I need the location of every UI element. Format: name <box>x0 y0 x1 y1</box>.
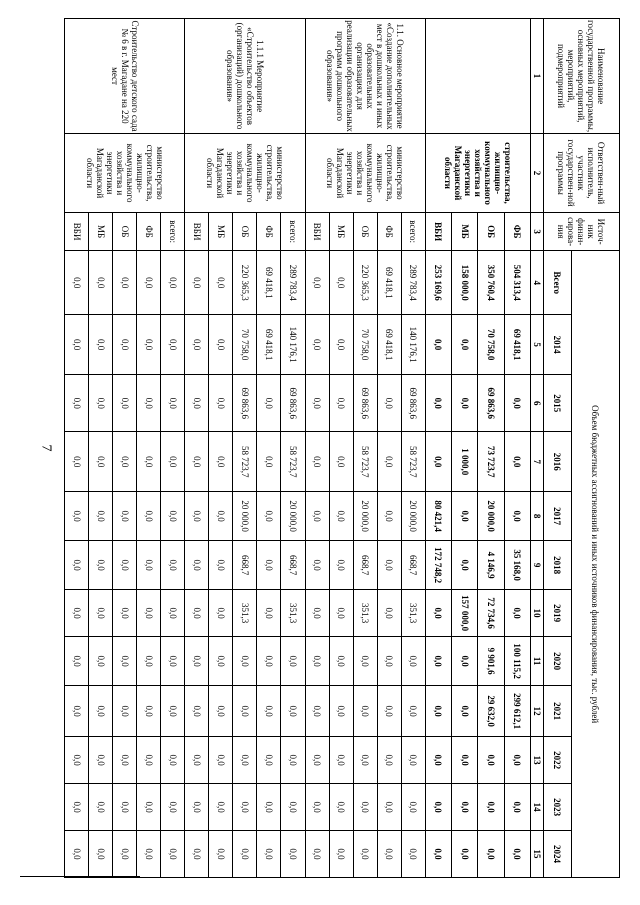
year-header: 2017 <box>544 492 572 541</box>
value-cell: 0,0 <box>257 831 281 878</box>
value-cell: 0,0 <box>401 686 425 737</box>
value-cell: 0,0 <box>137 686 161 737</box>
value-cell: 0,0 <box>65 432 89 492</box>
table-row <box>504 19 530 878</box>
value-cell: 0,0 <box>161 590 185 637</box>
value-cell: 0,0 <box>113 590 137 637</box>
year-header: 2024 <box>544 831 572 878</box>
value-cell: 69 863,6 <box>281 374 305 432</box>
year-header: 2021 <box>544 686 572 737</box>
value-cell: 0,0 <box>209 315 233 375</box>
value-cell: 0,0 <box>137 737 161 784</box>
value-cell: 0,0 <box>209 831 233 878</box>
footnote-divider <box>20 876 140 877</box>
value-cell: 0,0 <box>89 374 113 432</box>
value-cell: 0,0 <box>425 784 451 831</box>
value-cell: 0,0 <box>209 432 233 492</box>
value-cell: 0,0 <box>305 374 329 432</box>
value-cell: 0,0 <box>113 784 137 831</box>
value-cell: 0,0 <box>209 686 233 737</box>
value-cell: 0,0 <box>353 637 377 686</box>
year-header: 2014 <box>544 315 572 375</box>
row-source: ФБ <box>504 212 530 250</box>
value-cell: 0,0 <box>65 831 89 878</box>
value-cell: 0,0 <box>377 686 401 737</box>
value-cell: 0,0 <box>161 432 185 492</box>
value-cell: 0,0 <box>209 784 233 831</box>
rotated-table-container <box>64 18 620 878</box>
value-cell: 0,0 <box>161 831 185 878</box>
value-cell: 0,0 <box>65 590 89 637</box>
row-responsible: министерство строительства, жилищно-коммунального хозяйства и энергетики Магаданской области <box>65 134 185 213</box>
value-cell: 0,0 <box>161 637 185 686</box>
row-source: ВБИ <box>65 212 89 250</box>
value-cell: 0,0 <box>185 737 209 784</box>
value-cell: 58 723,7 <box>401 432 425 492</box>
value-cell: 20 000,0 <box>478 492 504 541</box>
value-cell: 0,0 <box>113 374 137 432</box>
value-cell: 70 758,0 <box>353 315 377 375</box>
value-cell: 0,0 <box>504 831 530 878</box>
value-cell: 0,0 <box>504 492 530 541</box>
value-cell: 0,0 <box>185 686 209 737</box>
header-source: Источ-ник финан-сирова-ния <box>544 212 620 250</box>
row-name: 1.1. Основное мероприятие «Создание дополнительных мест в дошкольных и иных образовательных организациях для реализации образовательных программ дошкольного образования» <box>305 19 425 134</box>
value-cell: 0,0 <box>161 374 185 432</box>
value-cell: 0,0 <box>65 492 89 541</box>
value-cell: 0,0 <box>425 590 451 637</box>
value-cell: 0,0 <box>185 590 209 637</box>
value-cell: 0,0 <box>137 831 161 878</box>
value-cell: 0,0 <box>89 831 113 878</box>
value-cell: 0,0 <box>329 541 353 590</box>
value-cell: 0,0 <box>305 784 329 831</box>
year-header: 2015 <box>544 374 572 432</box>
value-cell: 0,0 <box>233 784 257 831</box>
page-number: 7 <box>38 444 54 452</box>
value-cell: 504 313,4 <box>504 251 530 315</box>
value-cell: 0,0 <box>329 590 353 637</box>
value-cell: 0,0 <box>377 831 401 878</box>
column-number: 15 <box>531 831 544 878</box>
value-cell: 0,0 <box>329 686 353 737</box>
value-cell: 0,0 <box>161 737 185 784</box>
value-cell: 0,0 <box>425 637 451 686</box>
value-cell: 668,7 <box>233 541 257 590</box>
value-cell: 0,0 <box>113 541 137 590</box>
value-cell: 0,0 <box>257 541 281 590</box>
value-cell: 289 783,4 <box>281 251 305 315</box>
value-cell: 0,0 <box>401 831 425 878</box>
value-cell: 0,0 <box>425 374 451 432</box>
value-cell: 0,0 <box>209 541 233 590</box>
value-cell: 58 723,7 <box>233 432 257 492</box>
value-cell: 0,0 <box>452 831 478 878</box>
year-header: 2022 <box>544 737 572 784</box>
column-number: 9 <box>531 541 544 590</box>
value-cell: 0,0 <box>478 831 504 878</box>
value-cell: 0,0 <box>305 831 329 878</box>
value-cell: 4 146,9 <box>478 541 504 590</box>
value-cell: 0,0 <box>161 784 185 831</box>
value-cell: 0,0 <box>65 784 89 831</box>
value-cell: 0,0 <box>452 784 478 831</box>
value-cell: 0,0 <box>257 374 281 432</box>
value-cell: 0,0 <box>353 686 377 737</box>
value-cell: 69 418,1 <box>504 315 530 375</box>
year-header: 2020 <box>544 637 572 686</box>
value-cell: 0,0 <box>185 637 209 686</box>
value-cell: 0,0 <box>425 831 451 878</box>
row-responsible: строительства, жилищно-коммунального хозяйства и энергетики Магаданской области <box>425 134 530 213</box>
value-cell: 0,0 <box>401 637 425 686</box>
value-cell: 351,3 <box>353 590 377 637</box>
value-cell: 0,0 <box>113 686 137 737</box>
value-cell: 0,0 <box>329 737 353 784</box>
value-cell: 0,0 <box>504 432 530 492</box>
column-number: 14 <box>531 784 544 831</box>
value-cell: 0,0 <box>478 737 504 784</box>
value-cell: 0,0 <box>257 492 281 541</box>
value-cell: 72 734,6 <box>478 590 504 637</box>
value-cell: 0,0 <box>113 831 137 878</box>
value-cell: 100 115,2 <box>504 637 530 686</box>
value-cell: 0,0 <box>425 686 451 737</box>
year-header: Всего <box>544 251 572 315</box>
value-cell: 69 418,1 <box>257 315 281 375</box>
value-cell: 0,0 <box>478 784 504 831</box>
value-cell: 0,0 <box>504 590 530 637</box>
value-cell: 0,0 <box>305 541 329 590</box>
value-cell: 0,0 <box>353 737 377 784</box>
value-cell: 0,0 <box>65 637 89 686</box>
value-cell: 0,0 <box>161 686 185 737</box>
value-cell: 0,0 <box>425 315 451 375</box>
value-cell: 0,0 <box>65 737 89 784</box>
value-cell: 0,0 <box>305 737 329 784</box>
value-cell: 351,3 <box>401 590 425 637</box>
value-cell: 0,0 <box>377 541 401 590</box>
value-cell: 0,0 <box>137 432 161 492</box>
value-cell: 0,0 <box>329 831 353 878</box>
value-cell: 0,0 <box>185 831 209 878</box>
value-cell: 0,0 <box>65 686 89 737</box>
value-cell: 220 365,3 <box>353 251 377 315</box>
value-cell: 0,0 <box>89 590 113 637</box>
value-cell: 0,0 <box>89 784 113 831</box>
row-name: Строительство детского сада № 6 в г. Магадане на 220 мест <box>65 19 185 134</box>
value-cell: 668,7 <box>353 541 377 590</box>
value-cell: 0,0 <box>353 784 377 831</box>
value-cell: 0,0 <box>377 737 401 784</box>
value-cell: 0,0 <box>504 737 530 784</box>
value-cell: 0,0 <box>452 637 478 686</box>
value-cell: 0,0 <box>185 492 209 541</box>
value-cell: 0,0 <box>281 831 305 878</box>
column-number: 7 <box>531 432 544 492</box>
value-cell: 299 612,1 <box>504 686 530 737</box>
value-cell: 0,0 <box>452 315 478 375</box>
value-cell: 0,0 <box>305 251 329 315</box>
value-cell: 0,0 <box>89 492 113 541</box>
value-cell: 1 000,0 <box>452 432 478 492</box>
value-cell: 0,0 <box>113 315 137 375</box>
value-cell: 69 863,6 <box>233 374 257 432</box>
column-number: 13 <box>531 737 544 784</box>
row-source: МБ <box>329 212 353 250</box>
value-cell: 0,0 <box>401 784 425 831</box>
value-cell: 0,0 <box>257 686 281 737</box>
value-cell: 0,0 <box>209 737 233 784</box>
value-cell: 58 723,7 <box>353 432 377 492</box>
value-cell: 0,0 <box>281 737 305 784</box>
value-cell: 0,0 <box>233 686 257 737</box>
value-cell: 0,0 <box>209 374 233 432</box>
value-cell: 69 863,6 <box>353 374 377 432</box>
row-name <box>425 19 530 134</box>
row-source: ОБ <box>478 212 504 250</box>
value-cell: 0,0 <box>137 315 161 375</box>
value-cell: 0,0 <box>233 831 257 878</box>
value-cell: 172 748,2 <box>425 541 451 590</box>
row-source: ФБ <box>137 212 161 250</box>
year-header: 2023 <box>544 784 572 831</box>
column-number: 1 <box>531 19 544 134</box>
value-cell: 140 176,1 <box>401 315 425 375</box>
value-cell: 0,0 <box>305 590 329 637</box>
value-cell: 0,0 <box>161 541 185 590</box>
value-cell: 0,0 <box>185 432 209 492</box>
column-number: 11 <box>531 637 544 686</box>
value-cell: 253 169,6 <box>425 251 451 315</box>
value-cell: 35 168,0 <box>504 541 530 590</box>
row-source: ОБ <box>353 212 377 250</box>
value-cell: 0,0 <box>329 637 353 686</box>
value-cell: 0,0 <box>65 251 89 315</box>
year-header: 2018 <box>544 541 572 590</box>
column-number: 2 <box>531 134 544 213</box>
value-cell: 20 000,0 <box>353 492 377 541</box>
year-header: 2019 <box>544 590 572 637</box>
value-cell: 668,7 <box>281 541 305 590</box>
value-cell: 158 000,0 <box>452 251 478 315</box>
header-name: Наименование государственной программы, основных мероприятий, мероприятий, подмероприятий <box>544 19 620 134</box>
value-cell: 0,0 <box>89 686 113 737</box>
row-source: ОБ <box>233 212 257 250</box>
value-cell: 9 901,6 <box>478 637 504 686</box>
row-source: МБ <box>209 212 233 250</box>
value-cell: 0,0 <box>281 784 305 831</box>
value-cell: 0,0 <box>452 492 478 541</box>
value-cell: 351,3 <box>233 590 257 637</box>
value-cell: 0,0 <box>185 251 209 315</box>
value-cell: 29 632,0 <box>478 686 504 737</box>
value-cell: 0,0 <box>65 374 89 432</box>
value-cell: 0,0 <box>65 315 89 375</box>
value-cell: 0,0 <box>257 784 281 831</box>
row-source: всего: <box>161 212 185 250</box>
value-cell: 0,0 <box>137 541 161 590</box>
value-cell: 0,0 <box>185 374 209 432</box>
value-cell: 0,0 <box>425 737 451 784</box>
value-cell: 20 000,0 <box>233 492 257 541</box>
value-cell: 0,0 <box>425 432 451 492</box>
value-cell: 80 421,4 <box>425 492 451 541</box>
value-cell: 289 783,4 <box>401 251 425 315</box>
header-responsible: Ответствен-ный исполнитель, участник государствен-ной программы <box>544 134 620 213</box>
value-cell: 0,0 <box>329 315 353 375</box>
value-cell: 0,0 <box>65 541 89 590</box>
value-cell: 350 760,4 <box>478 251 504 315</box>
value-cell: 0,0 <box>209 492 233 541</box>
value-cell: 220 365,3 <box>233 251 257 315</box>
column-number: 10 <box>531 590 544 637</box>
value-cell: 58 723,7 <box>281 432 305 492</box>
value-cell: 0,0 <box>452 686 478 737</box>
value-cell: 0,0 <box>377 492 401 541</box>
value-cell: 157 000,0 <box>452 590 478 637</box>
row-source: всего: <box>281 212 305 250</box>
column-number: 6 <box>531 374 544 432</box>
value-cell: 0,0 <box>401 737 425 784</box>
row-source: ВБИ <box>185 212 209 250</box>
column-number: 12 <box>531 686 544 737</box>
value-cell: 0,0 <box>452 541 478 590</box>
row-source: ФБ <box>257 212 281 250</box>
value-cell: 140 176,1 <box>281 315 305 375</box>
column-number: 4 <box>531 251 544 315</box>
value-cell: 0,0 <box>113 251 137 315</box>
value-cell: 0,0 <box>305 315 329 375</box>
value-cell: 0,0 <box>89 432 113 492</box>
value-cell: 0,0 <box>89 541 113 590</box>
value-cell: 0,0 <box>89 251 113 315</box>
value-cell: 0,0 <box>305 432 329 492</box>
value-cell: 668,7 <box>401 541 425 590</box>
value-cell: 0,0 <box>329 251 353 315</box>
value-cell: 0,0 <box>233 737 257 784</box>
value-cell: 0,0 <box>329 492 353 541</box>
value-cell: 0,0 <box>113 737 137 784</box>
table-row <box>161 19 185 878</box>
column-number: 5 <box>531 315 544 375</box>
value-cell: 0,0 <box>281 637 305 686</box>
value-cell: 0,0 <box>257 590 281 637</box>
value-cell: 0,0 <box>233 637 257 686</box>
value-cell: 0,0 <box>137 784 161 831</box>
value-cell: 0,0 <box>305 637 329 686</box>
value-cell: 0,0 <box>89 637 113 686</box>
value-cell: 0,0 <box>452 737 478 784</box>
value-cell: 0,0 <box>504 374 530 432</box>
value-cell: 0,0 <box>137 590 161 637</box>
value-cell: 0,0 <box>89 737 113 784</box>
value-cell: 69 418,1 <box>377 315 401 375</box>
row-source: ОБ <box>113 212 137 250</box>
value-cell: 0,0 <box>281 686 305 737</box>
value-cell: 0,0 <box>377 637 401 686</box>
table-row <box>281 19 305 878</box>
value-cell: 0,0 <box>113 492 137 541</box>
value-cell: 0,0 <box>113 432 137 492</box>
value-cell: 0,0 <box>377 590 401 637</box>
value-cell: 70 758,0 <box>478 315 504 375</box>
value-cell: 0,0 <box>137 251 161 315</box>
value-cell: 0,0 <box>161 315 185 375</box>
value-cell: 0,0 <box>209 637 233 686</box>
value-cell: 0,0 <box>452 374 478 432</box>
value-cell: 0,0 <box>377 374 401 432</box>
row-source: МБ <box>452 212 478 250</box>
value-cell: 0,0 <box>305 686 329 737</box>
value-cell: 0,0 <box>257 432 281 492</box>
value-cell: 69 418,1 <box>257 251 281 315</box>
value-cell: 0,0 <box>137 492 161 541</box>
column-number: 3 <box>531 212 544 250</box>
value-cell: 0,0 <box>185 541 209 590</box>
value-cell: 20 000,0 <box>281 492 305 541</box>
value-cell: 0,0 <box>161 251 185 315</box>
value-cell: 69 863,6 <box>478 374 504 432</box>
value-cell: 73 723,7 <box>478 432 504 492</box>
value-cell: 69 418,1 <box>377 251 401 315</box>
row-responsible: министерство строительства, жилищно-коммунального хозяйства и энергетики Магаданской области <box>185 134 305 213</box>
value-cell: 0,0 <box>305 492 329 541</box>
value-cell: 0,0 <box>257 737 281 784</box>
value-cell: 0,0 <box>161 492 185 541</box>
row-source: всего: <box>401 212 425 250</box>
value-cell: 0,0 <box>329 784 353 831</box>
value-cell: 0,0 <box>329 374 353 432</box>
value-cell: 0,0 <box>185 784 209 831</box>
value-cell: 70 758,0 <box>233 315 257 375</box>
value-cell: 0,0 <box>137 637 161 686</box>
header-volume: Объем бюджетных ассигнований и иных источников финансирования, тыс. рублей <box>572 251 620 878</box>
column-number: 8 <box>531 492 544 541</box>
value-cell: 0,0 <box>353 831 377 878</box>
row-source: ВБИ <box>425 212 451 250</box>
value-cell: 0,0 <box>377 784 401 831</box>
value-cell: 0,0 <box>137 374 161 432</box>
value-cell: 0,0 <box>89 315 113 375</box>
value-cell: 20 000,0 <box>401 492 425 541</box>
value-cell: 0,0 <box>504 784 530 831</box>
value-cell: 0,0 <box>185 315 209 375</box>
financing-table <box>64 18 620 878</box>
value-cell: 351,3 <box>281 590 305 637</box>
row-name: 1.1.1 Мероприятие «Строительство объектов (организаций) дошкольного образования» <box>185 19 305 134</box>
value-cell: 0,0 <box>377 432 401 492</box>
value-cell: 0,0 <box>209 590 233 637</box>
value-cell: 0,0 <box>209 251 233 315</box>
table-row <box>401 19 425 878</box>
row-source: ФБ <box>377 212 401 250</box>
row-source: МБ <box>89 212 113 250</box>
row-responsible: министерство строительства, жилищно-коммунального хозяйства и энергетики Магаданской области <box>305 134 425 213</box>
value-cell: 0,0 <box>329 432 353 492</box>
value-cell: 69 863,6 <box>401 374 425 432</box>
row-source: ВБИ <box>305 212 329 250</box>
value-cell: 0,0 <box>113 637 137 686</box>
year-header: 2016 <box>544 432 572 492</box>
value-cell: 0,0 <box>257 637 281 686</box>
